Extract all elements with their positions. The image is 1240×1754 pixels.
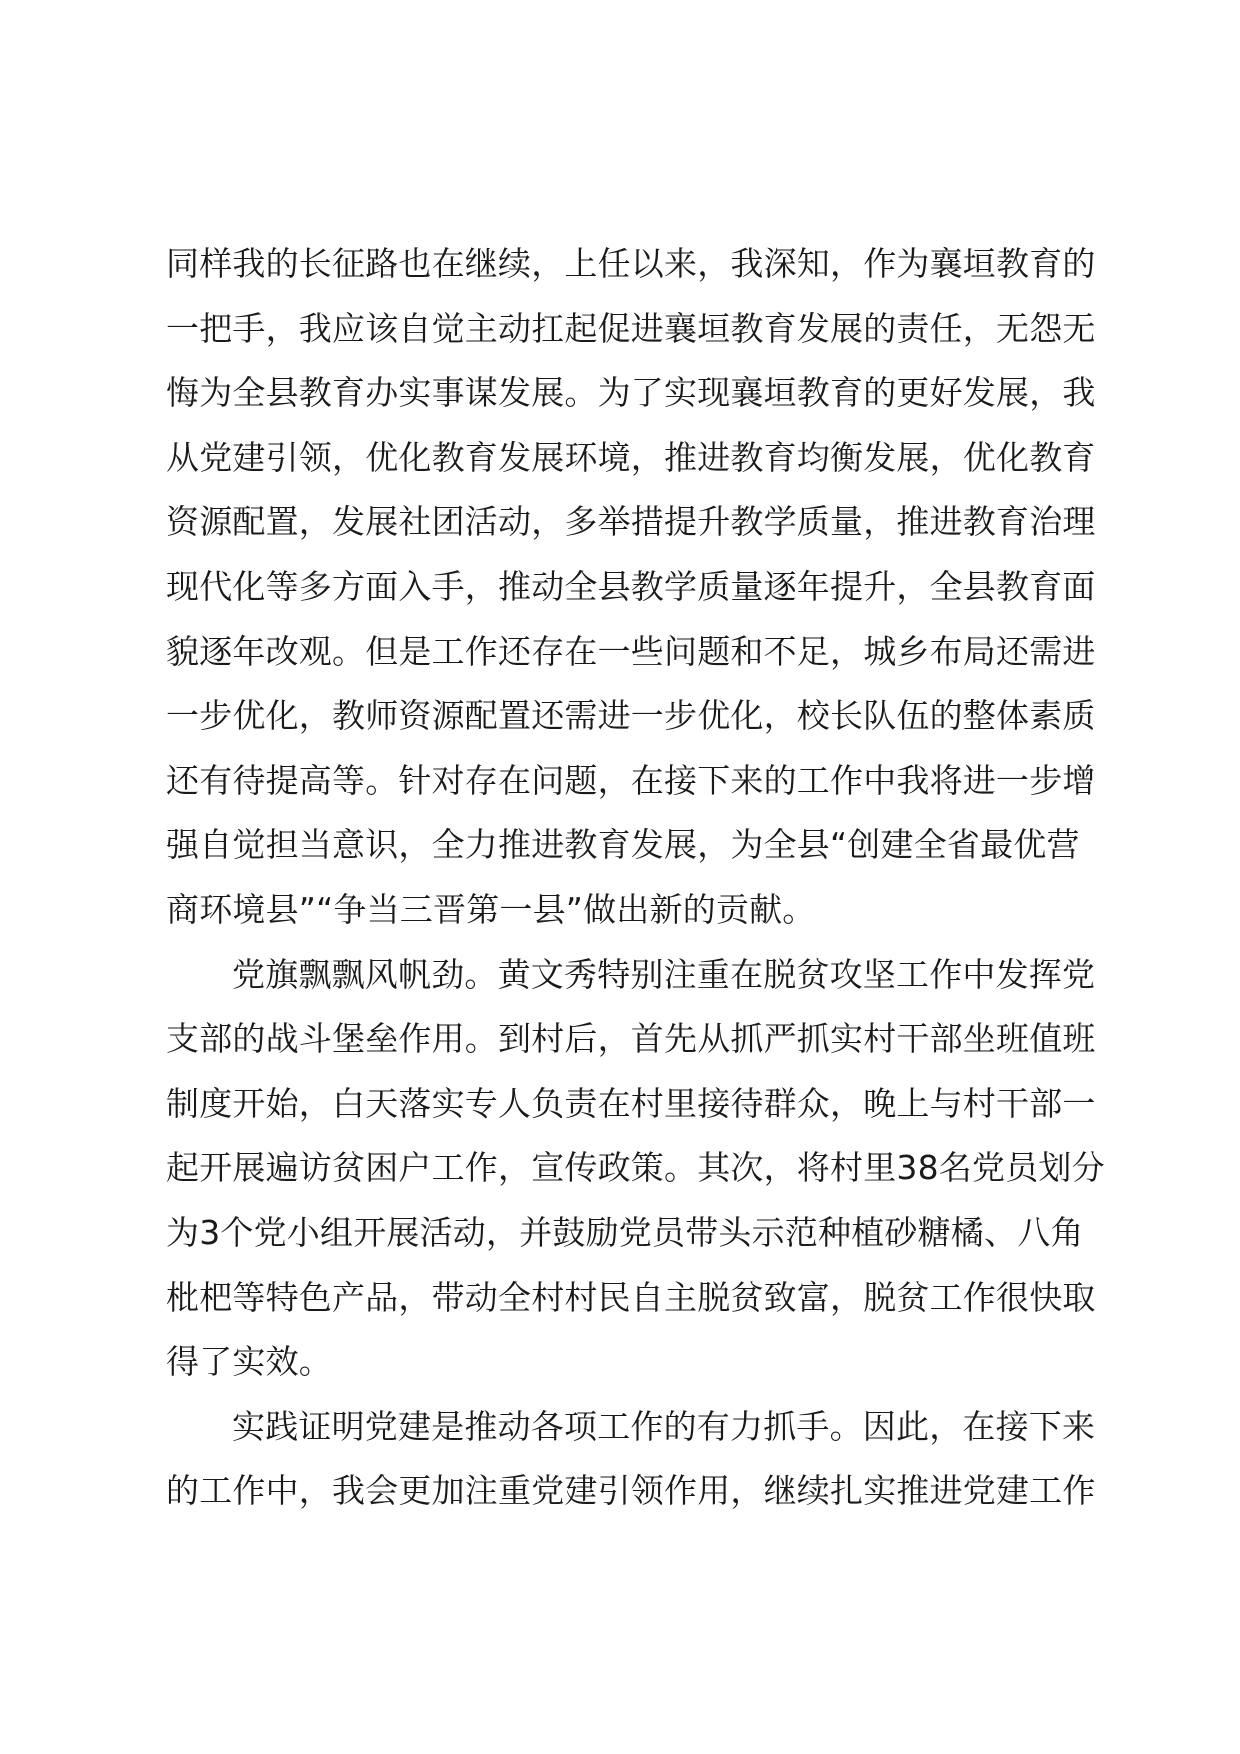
text-line: 枇杷等特色产品，带动全村村民自主脱贫致富，脱贫工作很快取 — [166, 1277, 1096, 1317]
body-text — [166, 232, 1106, 1524]
text-line: 得了实效。 — [166, 1342, 332, 1382]
text-line: 从党建引领，优化教育发展环境，推进教育均衡发展，优化教育 — [166, 437, 1096, 477]
text-line: 实践证明党建是推动各项工作的有力抓手。因此，在接下来 — [232, 1406, 1096, 1446]
text-line: 商环境县”“争当三晋第一县”做出新的贡献。 — [166, 889, 816, 929]
text-line: 同样我的长征路也在继续，上任以来，我深知，作为襄垣教育的 — [166, 244, 1096, 283]
text-line: 还有待提高等。针对存在问题，在接下来的工作中我将进一步增 — [166, 760, 1096, 800]
text-line: 资源配置，发展社团活动，多举措提升教学质量，推进教育治理 — [166, 502, 1096, 542]
text-line: 一步优化，教师资源配置还需进一步优化，校长队伍的整体素质 — [166, 696, 1096, 736]
text-line: 强自觉担当意识，全力推进教育发展，为全县“创建全省最优营 — [166, 825, 1080, 865]
text-line: 支部的战斗堡垒作用。到村后，首先从抓严抓实村干部坐班值班 — [166, 1019, 1096, 1059]
text-line: 党旗飘飘风帆劲。黄文秀特别注重在脱贫攻坚工作中发挥党 — [232, 954, 1096, 994]
text-line: 为3个党小组开展活动，并鼓励党员带头示范种植砂糖橘、八角 — [166, 1212, 1084, 1252]
text-line: 貌逐年改观。但是工作还存在一些问题和不足，城乡布局还需进 — [166, 631, 1096, 671]
text-line: 制度开始，白天落实专人负责在村里接待群众，晚上与村干部一 — [166, 1083, 1096, 1123]
text-line: 一把手，我应该自觉主动扛起促进襄垣教育发展的责任，无怨无 — [166, 308, 1096, 348]
text-line: 的工作中，我会更加注重党建引领作用，继续扎实推进党建工作 — [166, 1471, 1096, 1511]
text-line: 悔为全县教育办实事谋发展。为了实现襄垣教育的更好发展，我 — [166, 373, 1096, 413]
text-line: 现代化等多方面入手，推动全县教学质量逐年提升，全县教育面 — [166, 566, 1096, 606]
text-line: 起开展遍访贫困户工作，宣传政策。其次，将村里38名党员划分 — [166, 1148, 1105, 1188]
